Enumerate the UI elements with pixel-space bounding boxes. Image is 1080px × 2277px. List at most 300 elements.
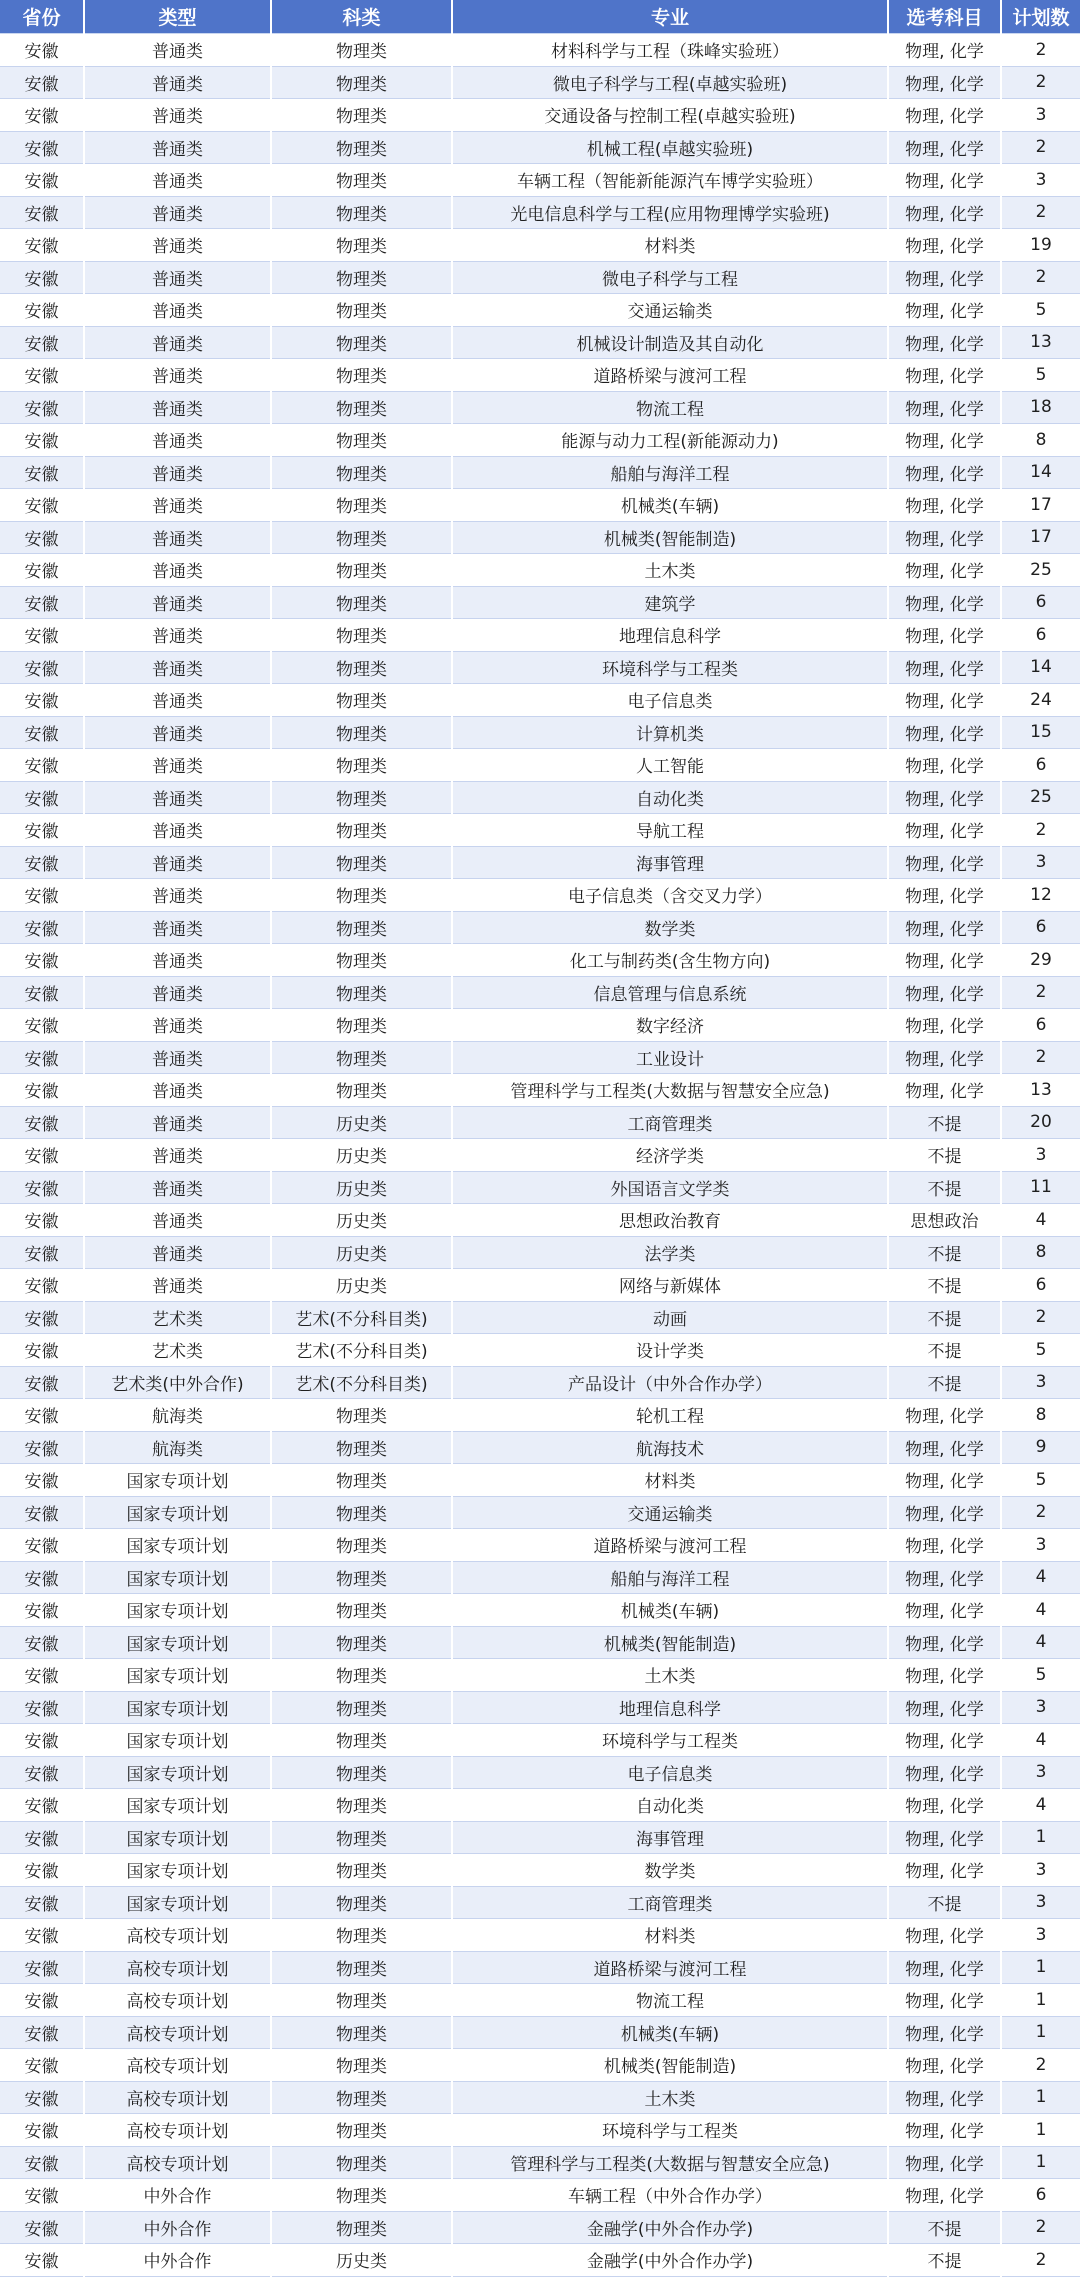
- subjects-cell: 不提: [888, 1269, 1001, 1302]
- plan-count-cell: 3: [1001, 1366, 1080, 1399]
- province-cell: 安徽: [0, 229, 84, 262]
- category-cell: 物理类: [271, 1626, 452, 1659]
- major-cell: 建筑学: [452, 586, 888, 619]
- type-cell: 普通类: [84, 879, 271, 912]
- plan-count-cell: 25: [1001, 554, 1080, 587]
- type-cell: 高校专项计划: [84, 1919, 271, 1952]
- type-cell: 普通类: [84, 1009, 271, 1042]
- subjects-cell: 物理, 化学: [888, 456, 1001, 489]
- table-row: [0, 1171, 1080, 1204]
- plan-count-cell: 2: [1001, 261, 1080, 294]
- type-cell: 国家专项计划: [84, 1496, 271, 1529]
- plan-count-cell: 13: [1001, 326, 1080, 359]
- category-cell: 物理类: [271, 1594, 452, 1627]
- type-cell: 普通类: [84, 1269, 271, 1302]
- plan-count-cell: 2: [1001, 66, 1080, 99]
- type-cell: 普通类: [84, 1171, 271, 1204]
- plan-count-cell: 9: [1001, 1431, 1080, 1464]
- plan-count-cell: 3: [1001, 1919, 1080, 1952]
- province-cell: 安徽: [0, 1691, 84, 1724]
- subjects-cell: 物理, 化学: [888, 359, 1001, 392]
- subjects-cell: 物理, 化学: [888, 424, 1001, 457]
- category-cell: 艺术(不分科目类): [271, 1366, 452, 1399]
- table-row: [0, 1041, 1080, 1074]
- table-row: [0, 2049, 1080, 2082]
- plan-count-cell: 4: [1001, 1789, 1080, 1822]
- table-row: [0, 1789, 1080, 1822]
- major-cell: 产品设计（中外合作办学）: [452, 1366, 888, 1399]
- table-row: [0, 1724, 1080, 1757]
- province-cell: 安徽: [0, 1041, 84, 1074]
- major-cell: 机械设计制造及其自动化: [452, 326, 888, 359]
- province-cell: 安徽: [0, 554, 84, 587]
- province-cell: 安徽: [0, 1204, 84, 1237]
- province-cell: 安徽: [0, 1431, 84, 1464]
- major-cell: 电子信息类（含交叉力学）: [452, 879, 888, 912]
- major-cell: 机械类(车辆): [452, 2016, 888, 2049]
- plan-count-cell: 1: [1001, 1821, 1080, 1854]
- type-cell: 普通类: [84, 1236, 271, 1269]
- type-cell: 普通类: [84, 716, 271, 749]
- subjects-cell: 物理, 化学: [888, 781, 1001, 814]
- table-row: [0, 781, 1080, 814]
- category-cell: 物理类: [271, 2016, 452, 2049]
- major-cell: 道路桥梁与渡河工程: [452, 1529, 888, 1562]
- category-cell: 物理类: [271, 781, 452, 814]
- major-cell: 土木类: [452, 554, 888, 587]
- province-cell: 安徽: [0, 521, 84, 554]
- subjects-cell: 物理, 化学: [888, 521, 1001, 554]
- table-row: [0, 131, 1080, 164]
- subjects-cell: 物理, 化学: [888, 1464, 1001, 1497]
- province-cell: 安徽: [0, 2016, 84, 2049]
- category-cell: 物理类: [271, 1399, 452, 1432]
- plan-count-cell: 12: [1001, 879, 1080, 912]
- table-row: [0, 716, 1080, 749]
- plan-count-cell: 3: [1001, 1756, 1080, 1789]
- province-cell: 安徽: [0, 976, 84, 1009]
- subjects-cell: 物理, 化学: [888, 1789, 1001, 1822]
- subjects-cell: 物理, 化学: [888, 229, 1001, 262]
- province-cell: 安徽: [0, 1724, 84, 1757]
- table-row: [0, 521, 1080, 554]
- province-cell: 安徽: [0, 684, 84, 717]
- province-cell: 安徽: [0, 1561, 84, 1594]
- type-cell: 高校专项计划: [84, 2146, 271, 2179]
- plan-count-cell: 3: [1001, 164, 1080, 197]
- table-row: [0, 1074, 1080, 1107]
- subjects-cell: 物理, 化学: [888, 944, 1001, 977]
- table-row: [0, 911, 1080, 944]
- category-cell: 物理类: [271, 489, 452, 522]
- province-cell: 安徽: [0, 1594, 84, 1627]
- subjects-cell: 物理, 化学: [888, 651, 1001, 684]
- table-row: [0, 1756, 1080, 1789]
- table-row: [0, 34, 1080, 67]
- subjects-cell: 物理, 化学: [888, 489, 1001, 522]
- subjects-cell: 物理, 化学: [888, 2016, 1001, 2049]
- province-cell: 安徽: [0, 359, 84, 392]
- subjects-cell: 不提: [888, 1236, 1001, 1269]
- plan-count-cell: 6: [1001, 1269, 1080, 1302]
- major-cell: 车辆工程（智能新能源汽车博学实验班）: [452, 164, 888, 197]
- table-row: [0, 1529, 1080, 1562]
- type-cell: 高校专项计划: [84, 2016, 271, 2049]
- category-cell: 物理类: [271, 1984, 452, 2017]
- table-row: [0, 424, 1080, 457]
- type-cell: 普通类: [84, 944, 271, 977]
- plan-count-cell: 20: [1001, 1106, 1080, 1139]
- major-cell: 地理信息科学: [452, 619, 888, 652]
- category-cell: 物理类: [271, 1041, 452, 1074]
- subjects-cell: 物理, 化学: [888, 164, 1001, 197]
- table-row: [0, 1919, 1080, 1952]
- category-cell: 物理类: [271, 1821, 452, 1854]
- subjects-cell: 物理, 化学: [888, 1399, 1001, 1432]
- table-row: [0, 391, 1080, 424]
- subjects-cell: 物理, 化学: [888, 66, 1001, 99]
- table-row: [0, 684, 1080, 717]
- type-cell: 普通类: [84, 131, 271, 164]
- major-cell: 电子信息类: [452, 1756, 888, 1789]
- subjects-cell: 物理, 化学: [888, 1041, 1001, 1074]
- major-cell: 数学类: [452, 911, 888, 944]
- plan-count-cell: 3: [1001, 1854, 1080, 1887]
- plan-count-cell: 1: [1001, 2114, 1080, 2147]
- plan-count-cell: 2: [1001, 1496, 1080, 1529]
- table-row: [0, 1301, 1080, 1334]
- category-cell: 物理类: [271, 2179, 452, 2212]
- category-cell: 物理类: [271, 879, 452, 912]
- table-row: [0, 2081, 1080, 2114]
- subjects-cell: 物理, 化学: [888, 911, 1001, 944]
- table-body: [0, 34, 1080, 2277]
- major-cell: 机械类(车辆): [452, 1594, 888, 1627]
- subjects-cell: 物理, 化学: [888, 619, 1001, 652]
- subjects-cell: 物理, 化学: [888, 131, 1001, 164]
- province-cell: 安徽: [0, 1529, 84, 1562]
- type-cell: 国家专项计划: [84, 1886, 271, 1919]
- table-row: [0, 1626, 1080, 1659]
- major-cell: 地理信息科学: [452, 1691, 888, 1724]
- major-cell: 导航工程: [452, 814, 888, 847]
- table-row: [0, 66, 1080, 99]
- plan-count-cell: 19: [1001, 229, 1080, 262]
- subjects-cell: 物理, 化学: [888, 1691, 1001, 1724]
- major-cell: 工业设计: [452, 1041, 888, 1074]
- type-cell: 中外合作: [84, 2179, 271, 2212]
- subjects-cell: 物理, 化学: [888, 586, 1001, 619]
- plan-count-cell: 17: [1001, 489, 1080, 522]
- subjects-cell: 物理, 化学: [888, 846, 1001, 879]
- major-cell: 信息管理与信息系统: [452, 976, 888, 1009]
- category-cell: 物理类: [271, 66, 452, 99]
- subjects-cell: 物理, 化学: [888, 196, 1001, 229]
- province-cell: 安徽: [0, 424, 84, 457]
- category-cell: 历史类: [271, 1139, 452, 1172]
- category-cell: 物理类: [271, 911, 452, 944]
- major-cell: 环境科学与工程类: [452, 2114, 888, 2147]
- type-cell: 普通类: [84, 749, 271, 782]
- subjects-cell: 不提: [888, 1301, 1001, 1334]
- major-cell: 车辆工程（中外合作办学）: [452, 2179, 888, 2212]
- province-cell: 安徽: [0, 294, 84, 327]
- category-cell: 物理类: [271, 456, 452, 489]
- major-cell: 物流工程: [452, 1984, 888, 2017]
- province-cell: 安徽: [0, 586, 84, 619]
- plan-count-cell: 17: [1001, 521, 1080, 554]
- type-cell: 艺术类(中外合作): [84, 1366, 271, 1399]
- table-row: [0, 1951, 1080, 1984]
- subjects-cell: 物理, 化学: [888, 2049, 1001, 2082]
- plan-count-cell: 4: [1001, 1724, 1080, 1757]
- table-row: [0, 2114, 1080, 2147]
- subjects-cell: 物理, 化学: [888, 261, 1001, 294]
- plan-count-cell: 2: [1001, 2049, 1080, 2082]
- subjects-cell: 物理, 化学: [888, 1756, 1001, 1789]
- type-cell: 普通类: [84, 99, 271, 132]
- province-cell: 安徽: [0, 1756, 84, 1789]
- major-cell: 船舶与海洋工程: [452, 1561, 888, 1594]
- province-cell: 安徽: [0, 261, 84, 294]
- province-cell: 安徽: [0, 2114, 84, 2147]
- province-cell: 安徽: [0, 1269, 84, 1302]
- category-cell: 物理类: [271, 1464, 452, 1497]
- type-cell: 普通类: [84, 554, 271, 587]
- plan-count-cell: 14: [1001, 651, 1080, 684]
- major-cell: 人工智能: [452, 749, 888, 782]
- subjects-cell: 物理, 化学: [888, 1561, 1001, 1594]
- header-province: 省份: [0, 0, 84, 34]
- subjects-cell: 物理, 化学: [888, 1951, 1001, 1984]
- plan-count-cell: 6: [1001, 586, 1080, 619]
- table-row: [0, 164, 1080, 197]
- table-row: [0, 1886, 1080, 1919]
- plan-count-cell: 5: [1001, 359, 1080, 392]
- type-cell: 普通类: [84, 326, 271, 359]
- subjects-cell: 物理, 化学: [888, 1594, 1001, 1627]
- plan-count-cell: 2: [1001, 131, 1080, 164]
- plan-count-cell: 2: [1001, 2211, 1080, 2244]
- subjects-cell: 物理, 化学: [888, 391, 1001, 424]
- subjects-cell: 不提: [888, 1886, 1001, 1919]
- category-cell: 物理类: [271, 1074, 452, 1107]
- province-cell: 安徽: [0, 749, 84, 782]
- type-cell: 国家专项计划: [84, 1854, 271, 1887]
- province-cell: 安徽: [0, 1139, 84, 1172]
- plan-count-cell: 3: [1001, 1691, 1080, 1724]
- plan-count-cell: 3: [1001, 1139, 1080, 1172]
- province-cell: 安徽: [0, 911, 84, 944]
- major-cell: 航海技术: [452, 1431, 888, 1464]
- type-cell: 普通类: [84, 261, 271, 294]
- category-cell: 物理类: [271, 944, 452, 977]
- table-row: [0, 1464, 1080, 1497]
- major-cell: 船舶与海洋工程: [452, 456, 888, 489]
- category-cell: 物理类: [271, 294, 452, 327]
- subjects-cell: 思想政治: [888, 1204, 1001, 1237]
- table-row: [0, 294, 1080, 327]
- major-cell: 经济学类: [452, 1139, 888, 1172]
- type-cell: 普通类: [84, 651, 271, 684]
- province-cell: 安徽: [0, 1366, 84, 1399]
- category-cell: 物理类: [271, 521, 452, 554]
- table-row: [0, 326, 1080, 359]
- province-cell: 安徽: [0, 1626, 84, 1659]
- category-cell: 物理类: [271, 1789, 452, 1822]
- category-cell: 历史类: [271, 1236, 452, 1269]
- table-row: [0, 229, 1080, 262]
- table-row: [0, 1399, 1080, 1432]
- category-cell: 物理类: [271, 2114, 452, 2147]
- subjects-cell: 物理, 化学: [888, 1984, 1001, 2017]
- major-cell: 能源与动力工程(新能源动力): [452, 424, 888, 457]
- table-row: [0, 554, 1080, 587]
- category-cell: 物理类: [271, 1659, 452, 1692]
- major-cell: 道路桥梁与渡河工程: [452, 1951, 888, 1984]
- plan-count-cell: 5: [1001, 294, 1080, 327]
- type-cell: 国家专项计划: [84, 1821, 271, 1854]
- type-cell: 中外合作: [84, 2211, 271, 2244]
- type-cell: 普通类: [84, 781, 271, 814]
- type-cell: 高校专项计划: [84, 1984, 271, 2017]
- table-row: [0, 1204, 1080, 1237]
- table-row: [0, 2179, 1080, 2212]
- category-cell: 物理类: [271, 1756, 452, 1789]
- type-cell: 普通类: [84, 1074, 271, 1107]
- plan-count-cell: 29: [1001, 944, 1080, 977]
- major-cell: 金融学(中外合作办学): [452, 2244, 888, 2277]
- major-cell: 工商管理类: [452, 1106, 888, 1139]
- major-cell: 数学类: [452, 1854, 888, 1887]
- category-cell: 物理类: [271, 196, 452, 229]
- plan-count-cell: 2: [1001, 34, 1080, 67]
- plan-count-cell: 1: [1001, 1984, 1080, 2017]
- type-cell: 国家专项计划: [84, 1789, 271, 1822]
- category-cell: 艺术(不分科目类): [271, 1301, 452, 1334]
- major-cell: 环境科学与工程类: [452, 1724, 888, 1757]
- subjects-cell: 不提: [888, 1139, 1001, 1172]
- subjects-cell: 物理, 化学: [888, 814, 1001, 847]
- type-cell: 高校专项计划: [84, 1951, 271, 1984]
- subjects-cell: 物理, 化学: [888, 326, 1001, 359]
- major-cell: 电子信息类: [452, 684, 888, 717]
- category-cell: 物理类: [271, 554, 452, 587]
- type-cell: 普通类: [84, 34, 271, 67]
- province-cell: 安徽: [0, 99, 84, 132]
- plan-count-cell: 4: [1001, 1204, 1080, 1237]
- subjects-cell: 不提: [888, 1171, 1001, 1204]
- province-cell: 安徽: [0, 1496, 84, 1529]
- plan-count-cell: 6: [1001, 619, 1080, 652]
- type-cell: 普通类: [84, 521, 271, 554]
- subjects-cell: 物理, 化学: [888, 749, 1001, 782]
- type-cell: 普通类: [84, 619, 271, 652]
- type-cell: 普通类: [84, 684, 271, 717]
- major-cell: 土木类: [452, 2081, 888, 2114]
- category-cell: 物理类: [271, 131, 452, 164]
- major-cell: 管理科学与工程类(大数据与智慧安全应急): [452, 1074, 888, 1107]
- type-cell: 国家专项计划: [84, 1529, 271, 1562]
- major-cell: 机械类(车辆): [452, 489, 888, 522]
- type-cell: 普通类: [84, 229, 271, 262]
- type-cell: 普通类: [84, 1204, 271, 1237]
- table-row: [0, 261, 1080, 294]
- plan-count-cell: 13: [1001, 1074, 1080, 1107]
- major-cell: 自动化类: [452, 781, 888, 814]
- type-cell: 普通类: [84, 456, 271, 489]
- type-cell: 普通类: [84, 586, 271, 619]
- type-cell: 普通类: [84, 814, 271, 847]
- category-cell: 物理类: [271, 1496, 452, 1529]
- type-cell: 普通类: [84, 359, 271, 392]
- table-row: [0, 944, 1080, 977]
- province-cell: 安徽: [0, 2049, 84, 2082]
- type-cell: 普通类: [84, 1139, 271, 1172]
- province-cell: 安徽: [0, 1919, 84, 1952]
- table-row: [0, 619, 1080, 652]
- major-cell: 交通设备与控制工程(卓越实验班): [452, 99, 888, 132]
- plan-count-cell: 11: [1001, 1171, 1080, 1204]
- table-header: [0, 0, 1080, 34]
- type-cell: 普通类: [84, 294, 271, 327]
- major-cell: 计算机类: [452, 716, 888, 749]
- subjects-cell: 物理, 化学: [888, 2146, 1001, 2179]
- table-row: [0, 1496, 1080, 1529]
- type-cell: 高校专项计划: [84, 2114, 271, 2147]
- category-cell: 物理类: [271, 229, 452, 262]
- category-cell: 物理类: [271, 716, 452, 749]
- subjects-cell: 物理, 化学: [888, 2081, 1001, 2114]
- major-cell: 法学类: [452, 1236, 888, 1269]
- province-cell: 安徽: [0, 2081, 84, 2114]
- type-cell: 普通类: [84, 911, 271, 944]
- type-cell: 艺术类: [84, 1334, 271, 1367]
- major-cell: 机械类(智能制造): [452, 2049, 888, 2082]
- table-row: [0, 814, 1080, 847]
- type-cell: 航海类: [84, 1431, 271, 1464]
- table-row: [0, 846, 1080, 879]
- table-row: [0, 1139, 1080, 1172]
- major-cell: 外国语言文学类: [452, 1171, 888, 1204]
- header-row: [0, 0, 1080, 34]
- category-cell: 历史类: [271, 1269, 452, 1302]
- category-cell: 物理类: [271, 1431, 452, 1464]
- major-cell: 金融学(中外合作办学): [452, 2211, 888, 2244]
- category-cell: 物理类: [271, 391, 452, 424]
- major-cell: 机械工程(卓越实验班): [452, 131, 888, 164]
- province-cell: 安徽: [0, 1886, 84, 1919]
- major-cell: 机械类(智能制造): [452, 521, 888, 554]
- type-cell: 国家专项计划: [84, 1594, 271, 1627]
- major-cell: 工商管理类: [452, 1886, 888, 1919]
- plan-count-cell: 6: [1001, 2179, 1080, 2212]
- header-type: 类型: [84, 0, 271, 34]
- major-cell: 光电信息科学与工程(应用物理博学实验班): [452, 196, 888, 229]
- plan-count-cell: 1: [1001, 1951, 1080, 1984]
- province-cell: 安徽: [0, 1301, 84, 1334]
- province-cell: 安徽: [0, 1074, 84, 1107]
- type-cell: 普通类: [84, 1106, 271, 1139]
- major-cell: 材料类: [452, 229, 888, 262]
- province-cell: 安徽: [0, 1106, 84, 1139]
- province-cell: 安徽: [0, 164, 84, 197]
- category-cell: 物理类: [271, 586, 452, 619]
- category-cell: 物理类: [271, 1724, 452, 1757]
- subjects-cell: 物理, 化学: [888, 1529, 1001, 1562]
- table-row: [0, 1009, 1080, 1042]
- plan-count-cell: 14: [1001, 456, 1080, 489]
